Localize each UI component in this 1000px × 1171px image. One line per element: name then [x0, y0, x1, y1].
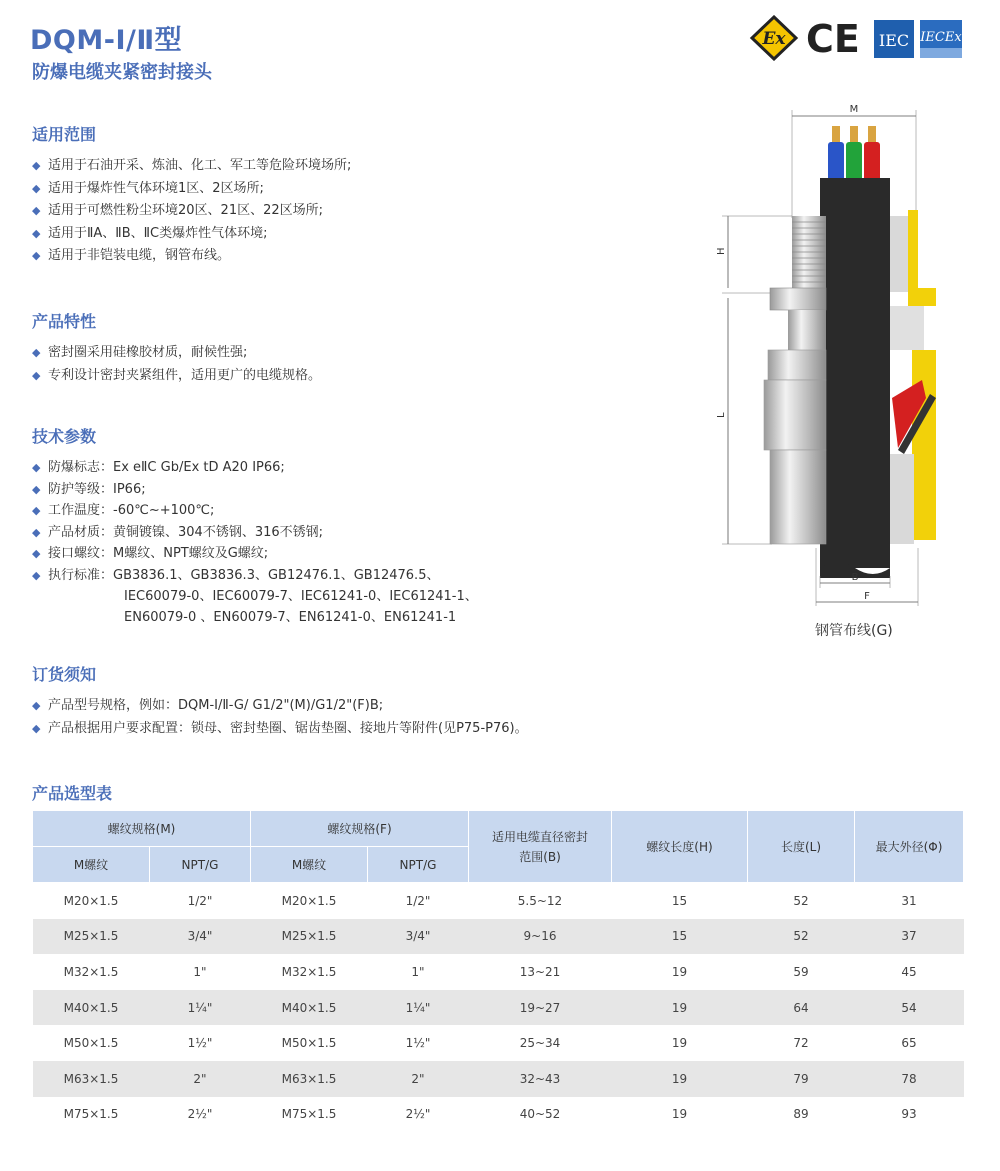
- table-title: 产品选型表: [32, 784, 113, 803]
- ce-logo: [806, 17, 860, 61]
- dim-f-label: F: [864, 591, 870, 602]
- list-item: ◆ 适用于ⅡA、ⅡB、ⅡC类爆炸性气体环境;: [32, 223, 351, 246]
- table-cell: 78: [855, 1061, 964, 1097]
- ordering-title: 订货须知: [32, 665, 97, 684]
- list-item: ◆ 产品型号规格，例如：DQM-Ⅰ/Ⅱ-G/ G1/2"(M)/G1/2"(F)B;: [32, 695, 528, 718]
- table-cell: 2½": [150, 1097, 251, 1133]
- standards-continuation-2: EN60079-0 、EN60079-7、EN61241-0、EN61241-1: [124, 610, 457, 625]
- dim-h-label: H: [716, 247, 727, 255]
- table-cell: 1¼": [150, 990, 251, 1026]
- list-item: ◆ 执行标准：GB3836.1、GB3836.3、GB12476.1、GB12476.5、: [32, 565, 478, 587]
- list-item: ◆ 防护等级：IP66;: [32, 479, 478, 501]
- table-cell: M50×1.5: [251, 1025, 368, 1061]
- table-cell: 13~21: [469, 954, 612, 990]
- dim-l-label: L: [716, 412, 727, 418]
- header-thread-m: 螺纹规格(M): [33, 811, 251, 847]
- table-cell: 2½": [368, 1097, 469, 1133]
- table-row: [33, 1097, 964, 1133]
- list-item: ◆ 专利设计密封夹紧组件，适用更广的电缆规格。: [32, 365, 321, 388]
- header-npt-g-male: NPT/G: [150, 847, 251, 883]
- header-max-od: 最大外径(Φ): [855, 811, 964, 883]
- ex-logo: [752, 17, 796, 59]
- specs-section: [32, 424, 478, 628]
- list-item: ◆ 适用于爆炸性气体环境1区、2区场所;: [32, 178, 351, 201]
- standards-continuation-1: IEC60079-0、IEC60079-7、IEC61241-0、IEC61241-1、: [124, 589, 478, 604]
- svg-text:Ex: Ex: [762, 29, 786, 49]
- dim-m-label: M: [849, 104, 859, 115]
- list-item: ◆ 工作温度：-60℃~+100℃;: [32, 500, 478, 522]
- list-item: ◆ 密封圈采用硅橡胶材质，耐候性强;: [32, 342, 321, 365]
- table-cell: 1": [150, 954, 251, 990]
- table-cell: M20×1.5: [251, 883, 368, 919]
- table-cell: 19: [612, 1061, 748, 1097]
- table-cell: M25×1.5: [33, 919, 150, 955]
- list-item: ◆ 适用于非铠装电缆，钢管布线。: [32, 245, 351, 268]
- header-thread-f: 螺纹规格(F): [251, 811, 469, 847]
- product-diagram: [712, 98, 972, 638]
- iecex-logo: [919, 20, 962, 58]
- dim-b-label: B: [851, 572, 859, 583]
- table-cell: 19~27: [469, 990, 612, 1026]
- table-cell: 19: [612, 990, 748, 1026]
- scope-title: 适用范围: [32, 125, 97, 144]
- table-cell: 52: [748, 883, 855, 919]
- table-cell: M63×1.5: [33, 1061, 150, 1097]
- page-title: DQM-Ⅰ/Ⅱ型: [30, 25, 183, 56]
- table-cell: 79: [748, 1061, 855, 1097]
- list-item: ◆ 防爆标志：Ex eⅡC Gb/Ex tD A20 IP66;: [32, 457, 478, 479]
- table-cell: 2": [150, 1061, 251, 1097]
- table-cell: 52: [748, 919, 855, 955]
- table-cell: M32×1.5: [33, 954, 150, 990]
- table-cell: M75×1.5: [33, 1097, 150, 1133]
- table-row: [33, 883, 964, 919]
- list-item: ◆ 适用于可燃性粉尘环境20区、21区、22区场所;: [32, 200, 351, 223]
- header-npt-g-female: NPT/G: [368, 847, 469, 883]
- scope-section: [32, 122, 351, 268]
- table-cell: M75×1.5: [251, 1097, 368, 1133]
- table-cell: M40×1.5: [33, 990, 150, 1026]
- specs-title: 技术参数: [32, 427, 97, 446]
- table-cell: 1/2": [150, 883, 251, 919]
- specs-list: [32, 457, 478, 586]
- list-item: ◆ 接口螺纹：M螺纹、NPT螺纹及G螺纹;: [32, 543, 478, 565]
- table-cell: 72: [748, 1025, 855, 1061]
- certification-logos: [748, 15, 968, 61]
- header-length: 长度(L): [748, 811, 855, 883]
- table-cell: 59: [748, 954, 855, 990]
- table-cell: 45: [855, 954, 964, 990]
- table-cell: 5.5~12: [469, 883, 612, 919]
- table-cell: 25~34: [469, 1025, 612, 1061]
- page-subtitle: 防爆电缆夹紧密封接头: [32, 62, 212, 83]
- svg-text:IEC: IEC: [878, 31, 910, 50]
- header-m-thread-female: M螺纹: [251, 847, 368, 883]
- scope-list: [32, 155, 351, 268]
- table-row: [33, 1061, 964, 1097]
- table-cell: 2": [368, 1061, 469, 1097]
- table-cell: 32~43: [469, 1061, 612, 1097]
- table-cell: 64: [748, 990, 855, 1026]
- table-cell: 93: [855, 1097, 964, 1133]
- table-row: [33, 1025, 964, 1061]
- table-cell: 31: [855, 883, 964, 919]
- table-cell: M25×1.5: [251, 919, 368, 955]
- table-cell: 89: [748, 1097, 855, 1133]
- table-body: [33, 883, 964, 1133]
- header-cable-range: 适用电缆直径密封范围(B): [469, 811, 612, 883]
- svg-text:IECEx: IECEx: [920, 30, 962, 45]
- table-cell: 19: [612, 1097, 748, 1133]
- selection-table: [32, 810, 964, 1132]
- table-cell: M50×1.5: [33, 1025, 150, 1061]
- list-item: ◆ 产品材质：黄铜镀镍、304不锈钢、316不锈钢;: [32, 522, 478, 544]
- table-cell: 19: [612, 954, 748, 990]
- table-cell: 19: [612, 1025, 748, 1061]
- svg-text:CE: CE: [806, 17, 860, 61]
- features-section: [32, 309, 321, 387]
- table-cell: 1½": [368, 1025, 469, 1061]
- list-item: ◆ 适用于石油开采、炼油、化工、军工等危险环境场所;: [32, 155, 351, 178]
- table-row: [33, 919, 964, 955]
- list-item: ◆ 产品根据用户要求配置：锁母、密封垫圈、锯齿垫圈、接地片等附件(见P75-P76)。: [32, 718, 528, 741]
- table-cell: M40×1.5: [251, 990, 368, 1026]
- table-cell: 3/4": [150, 919, 251, 955]
- table-cell: 15: [612, 883, 748, 919]
- table-cell: M32×1.5: [251, 954, 368, 990]
- table-cell: 37: [855, 919, 964, 955]
- table-cell: 1¼": [368, 990, 469, 1026]
- table-cell: 65: [855, 1025, 964, 1061]
- table-cell: 3/4": [368, 919, 469, 955]
- features-title: 产品特性: [32, 312, 97, 331]
- header-thread-length: 螺纹长度(H): [612, 811, 748, 883]
- table-cell: 1½": [150, 1025, 251, 1061]
- table-row: [33, 990, 964, 1026]
- table-cell: 15: [612, 919, 748, 955]
- table-cell: 40~52: [469, 1097, 612, 1133]
- table-cell: M20×1.5: [33, 883, 150, 919]
- iec-logo: [874, 20, 914, 58]
- table-cell: M63×1.5: [251, 1061, 368, 1097]
- header-m-thread-male: M螺纹: [33, 847, 150, 883]
- table-cell: 54: [855, 990, 964, 1026]
- ordering-list: [32, 695, 528, 740]
- diagram-caption: 钢管布线(G): [815, 623, 893, 639]
- table-cell: 1": [368, 954, 469, 990]
- ordering-section: [32, 662, 528, 740]
- table-cell: 1/2": [368, 883, 469, 919]
- features-list: [32, 342, 321, 387]
- table-cell: 9~16: [469, 919, 612, 955]
- table-row: [33, 954, 964, 990]
